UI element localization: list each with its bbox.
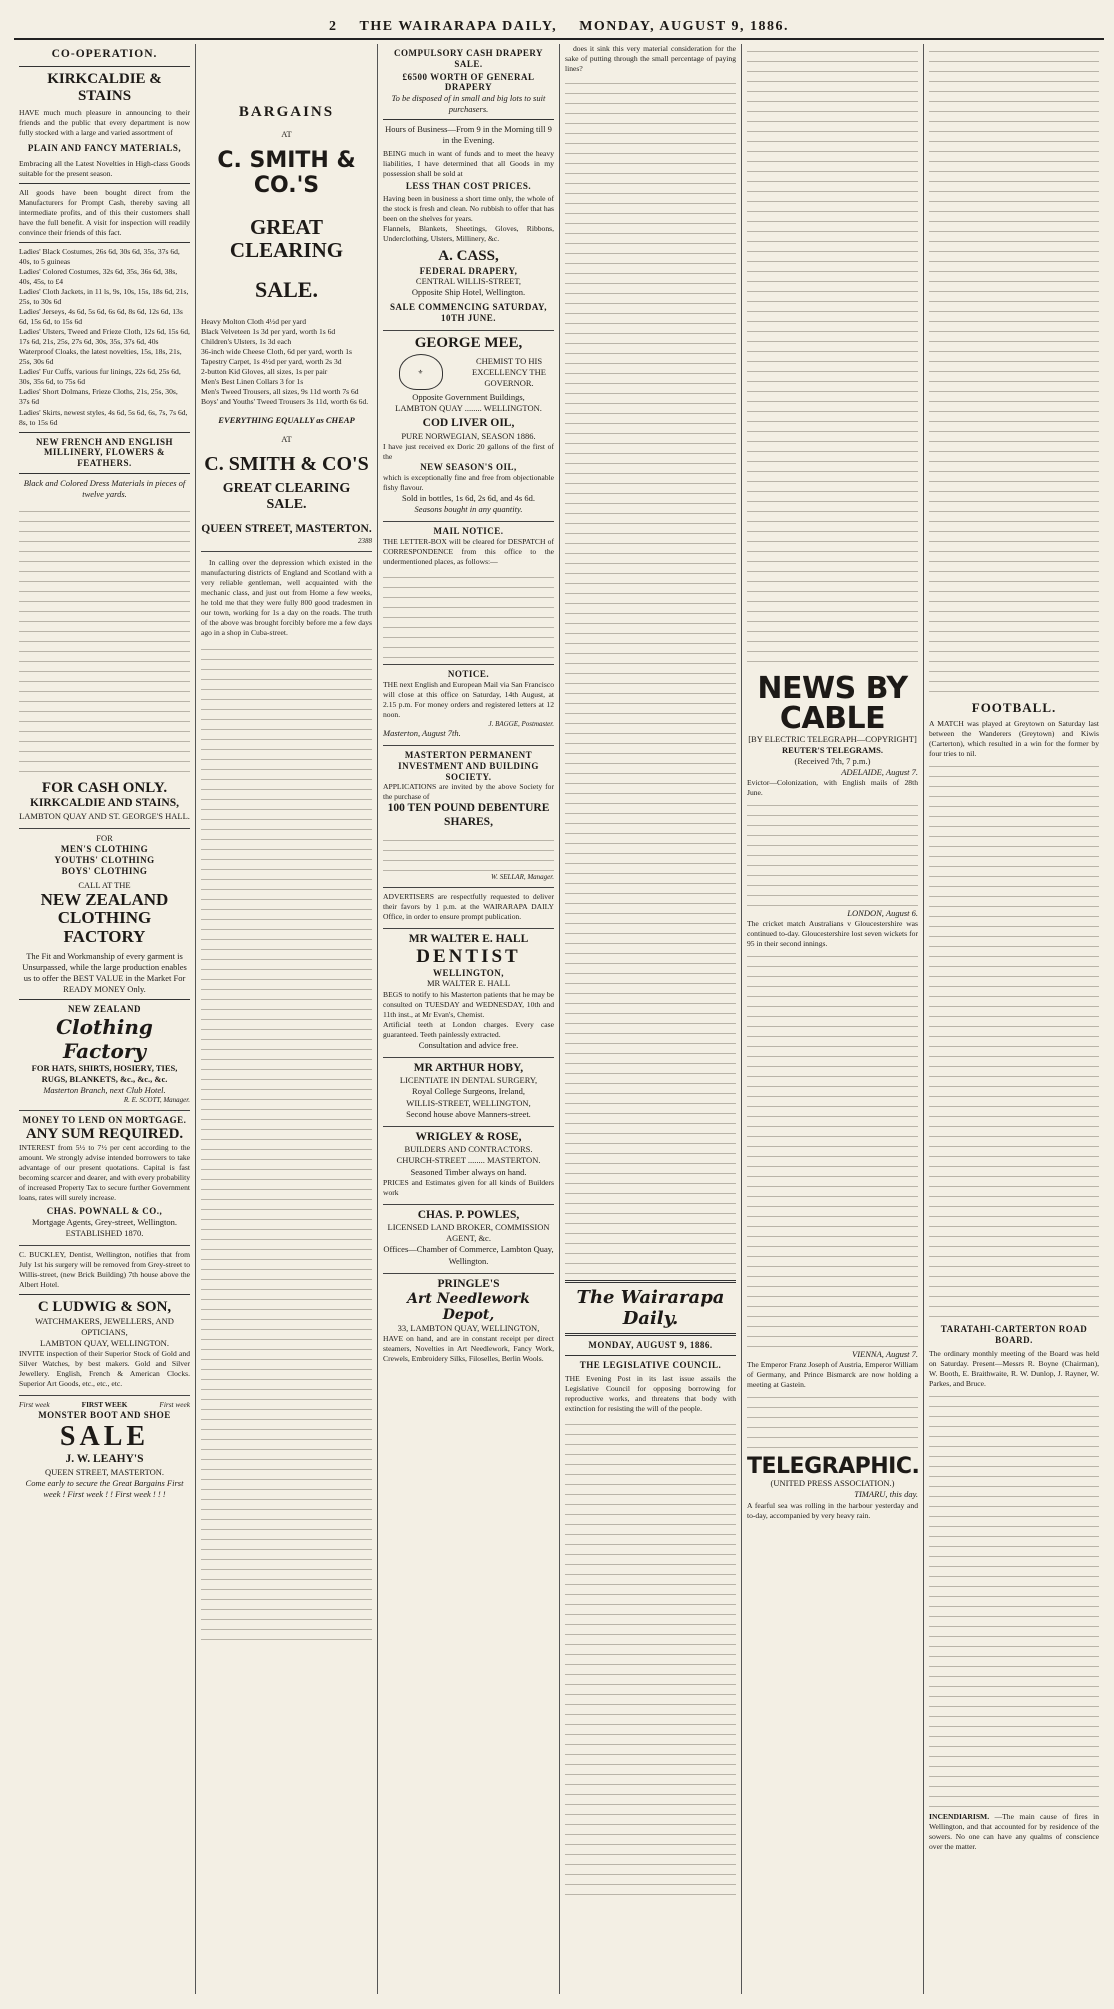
issue-date: MONDAY, AUGUST 9, 1886.	[579, 19, 789, 34]
arthur-sub: LICENTIATE IN DENTAL SURGERY,	[399, 1075, 538, 1086]
adelaide-dateline: ADELAIDE, August 7.	[841, 767, 918, 778]
ad-kirkcaldie	[19, 44, 190, 829]
kirkcaldie-title-2: KIRKCALDIE AND STAINS,	[29, 797, 179, 810]
item-line: Men's Best Linen Collars 3 for 1s	[201, 376, 304, 386]
sale-word: SALE	[59, 1420, 150, 1452]
first-week-left: First week	[19, 1400, 50, 1410]
price-line: Ladies' Cloth Jackets, in 11 ls, 9s, 10s, 15s, 18s 6d, 21s, 25s, to 30s 6d	[19, 287, 189, 307]
item-line: Children's Ulsters, 1s 3d each	[201, 336, 292, 346]
timaru-dateline: TIMARU, this day.	[854, 1489, 918, 1500]
vienna-text-continued	[747, 1390, 918, 1450]
pownall: CHAS. POWNALL & CO.,	[46, 1205, 163, 1216]
wairarapa-daily-title: The Wairarapa Daily.	[576, 1287, 725, 1330]
legislative-council: THE LEGISLATIVE COUNCIL.	[579, 1359, 722, 1370]
football-heading: FOOTBALL.	[971, 700, 1057, 715]
adelaide-text: Evictor—Colonization, with English mails of 28th June.	[747, 778, 918, 798]
kirkcaldie-address: LAMBTON QUAY AND ST. GEORGE'S HALL.	[19, 811, 190, 822]
arthur-hoby: MR ARTHUR HOBY,	[413, 1061, 524, 1074]
editorial-date: MONDAY, AUGUST 9, 1886.	[588, 1340, 713, 1351]
ad-ludwig	[19, 1246, 190, 1397]
masthead	[14, 10, 1104, 40]
price-line: Ladies' Ulsters, Tweed and Frieze Cloth, 12s 6d, 15s 6d, 17s 6d, 21s, 25s, 27s 6d, 30s, 35s, 37s 6d, 40s	[19, 327, 190, 347]
column-6-upper-text	[929, 44, 1099, 694]
ad-powles	[383, 1205, 554, 1274]
scott-manager: R. E. SCOTT, Manager.	[123, 1095, 190, 1104]
price-line: Ladies' Fur Cuffs, various fur linings, 22s 6d, 25s 6d, 30s, 35s 6d, to 75s 6d	[19, 367, 181, 387]
ad-leahy	[19, 1396, 190, 1506]
received: (Received 7th, 7 p.m.)	[794, 756, 871, 767]
first-week-right: First week	[159, 1400, 190, 1410]
price-line: Ladies' Colored Costumes, 32s 6d, 35s, 36s 6d, 38s, 40s, 45s, to £4	[19, 267, 178, 287]
ad-arthur-hoby	[383, 1058, 554, 1127]
ad-money	[19, 1111, 190, 1246]
cash-only: FOR CASH ONLY.	[41, 780, 168, 797]
taratahi-text: The ordinary monthly meeting of the Board was held on Saturday. Present—Messrs R. Boyne (Chairman), W. Booth, E. Braithwaite, R. W. Dunlop, J. Rayner, W. Parkes, and Bruce.	[929, 1348, 1099, 1388]
plain-fancy: PLAIN AND FANCY MATERIALS,	[27, 143, 182, 154]
item-line: 36-inch wide Cheese Cloth, 6d per yard, worth 1s	[201, 346, 352, 356]
page-number: 2	[329, 19, 338, 34]
chas-offices: Offices—Chamber of Commerce, Lambton Quay, Wellington.	[383, 1244, 554, 1266]
call-at: CALL AT THE	[78, 879, 131, 890]
leahy: J. W. LEAHY'S	[65, 1452, 144, 1465]
seasoned-timber: Seasoned Timber always on hand.	[410, 1166, 527, 1177]
pringle-text: HAVE on hand, and are in constant receipt per direct steamers, Novelties in Art Needlework, Fancy Work, Crewels, Embroidery Silks, Filoselles, Berlin Wools.	[383, 1334, 554, 1364]
telegraphic-heading: TELEGRAPHIC.	[747, 1454, 920, 1480]
column-3	[378, 44, 560, 1994]
compulsory-text-3: Flannels, Blankets, Sheetings, Gloves, Ribbons, Underclothing, Ulsters, Millinery, &c.	[383, 224, 554, 244]
column-2-article	[201, 558, 372, 638]
everything-cheap: EVERYTHING EQUALLY as CHEAP	[218, 414, 355, 425]
vienna-dateline: VIENNA, August 7.	[852, 1349, 918, 1360]
queen-street: QUEEN STREET, MASTERTON.	[201, 523, 372, 536]
any-sum-required: ANY SUM REQUIRED.	[25, 1125, 184, 1142]
cod-text: I have just received ex Doric 20 gallons of the first of the	[383, 442, 554, 462]
column-4	[560, 44, 742, 1994]
compulsory-hours: Hours of Business—From 9 in the Morning till 9 in the Evening.	[385, 124, 552, 146]
new-season-oil: NEW SEASON'S OIL,	[420, 462, 517, 473]
advertisers-notice	[383, 888, 554, 929]
price-line: Ladies' Skirts, newest styles, 4s 6d, 5s 6d, 6s, 7s, 7s 6d, 8s, to 15s 6d	[19, 407, 188, 427]
ad-cass	[383, 44, 554, 331]
great-clearing-sale-2: GREAT CLEARING SALE.	[222, 480, 351, 512]
chas-powles: CHAS. P. POWLES,	[417, 1208, 520, 1221]
advertisers-text: ADVERTISERS are respectfully requested to deliver their favors by 1 p.m. at the WAIRARAPA DAILY Office, in order to ensure prompt publication.	[383, 891, 554, 921]
compulsory-text-2: Having been in business a short time only, the whole of the stock is fresh and clean. No rubbish to offer that has been on the shelves for years.	[383, 194, 554, 224]
cod-sub: PURE NORWEGIAN, SEASON 1886.	[401, 431, 536, 442]
pringle-address: 33, LAMBTON QUAY, WELLINGTON,	[397, 1323, 540, 1334]
bargains-heading: BARGAINS	[238, 104, 335, 120]
column-5-upper-text	[747, 44, 918, 664]
pownall-sub: Mortgage Agents, Grey-street, Wellington. ESTABLISHED 1870.	[31, 1216, 178, 1238]
notice-english-mail	[383, 665, 554, 746]
column-2-article-continued	[201, 642, 372, 1642]
money-text: INTEREST from 5½ to 7½ per cent according to the amount. We strongly advise intended borrowers to take advantage of our present quotations. Capital is fast becoming scarcer and dearer, and with every probability of increased Property Tax to secure further Government loans, rates will surely increase.	[19, 1142, 190, 1202]
george-mee: GEORGE MEE,	[414, 335, 523, 352]
walter-hall: MR WALTER E. HALL	[408, 932, 529, 945]
ludwig-sub: WATCHMAKERS, JEWELLERS, AND OPTICIANS,	[35, 1316, 174, 1338]
pringle: PRINGLE'S	[437, 1277, 500, 1290]
london-text: The cricket match Australians v Gloucestershire was continued to-day. Gloucestershire lost seven wickets for 95 in their second innings.	[747, 919, 918, 949]
mail-text: THE LETTER-BOX will be cleared for DESPATCH of CORRESPONDENCE from this office to the undermentioned places, as follows:—	[383, 536, 554, 566]
london-dateline: LONDON, August 6.	[847, 908, 918, 919]
walter-hall-2: MR WALTER E. HALL	[426, 978, 511, 989]
adelaide-text-continued	[747, 798, 918, 908]
legco-text-continued	[565, 1417, 736, 1897]
mail-heading: MAIL NOTICE.	[433, 526, 504, 537]
dentist-heading: DENTIST	[416, 945, 521, 967]
plain-fancy-note: Embracing all the Latest Novelties in High-class Goods suitable for the present season.	[19, 159, 190, 179]
price-line: Ladies' Black Costumes, 26s 6d, 30s 6d, 35s, 37s 6d, 40s, to 5 guineas	[19, 247, 180, 267]
queen-ref: 2388	[358, 536, 372, 545]
clothing-factory-gothic: Clothing Factory	[56, 1014, 153, 1063]
prices-intro: All goods have been bought direct from the Manufacturers for Prompt Cash, thereby saving all intermediate profits, and of this their customers shall have the full benefit. A visit for inspection will readily convince their friends of this fact.	[19, 188, 190, 238]
money-to-lend: MONEY TO LEND ON MORTGAGE.	[22, 1114, 187, 1125]
vienna-text: The Emperor Franz Joseph of Austria, Emperor William of Germany, and Prince Bismarck are now holding a meeting at Gastein.	[747, 1360, 918, 1390]
kirkcaldie-intro: HAVE much much pleasure in announcing to their friends and the public that every department is now fully stocked with a large and varied assortment of	[19, 108, 190, 138]
ad-c-smith	[201, 44, 372, 552]
ad-george-mee	[383, 331, 554, 522]
hats-line: FOR HATS, SHIRTS, HOSIERY, TIES, RUGS, BLANKETS, &c., &c., &c.	[31, 1062, 178, 1084]
c-smith-title: C. SMITH & CO.'S	[217, 148, 356, 199]
sale-commencing: SALE COMMENCING SATURDAY, 10TH JUNE.	[390, 302, 547, 324]
crest-icon: ⚜	[399, 354, 443, 390]
notice-heading: NOTICE.	[447, 669, 490, 680]
sellar-manager: W. SELLAR, Manager.	[491, 872, 554, 881]
item-line: Tapestry Carpet, 1s 4½d per yard, worth 2s 3d	[201, 356, 342, 366]
taratahi-heading: TARATAHI-CARTERTON ROAD BOARD.	[940, 1324, 1088, 1345]
cass-address: CENTRAL WILLIS-STREET,	[415, 276, 522, 287]
arthur-sub-2: Royal College Surgeons, Ireland,	[412, 1086, 525, 1097]
newspaper-title: THE WAIRARAPA DAILY,	[359, 19, 558, 34]
debenture-shares: 100 TEN POUND DEBENTURE SHARES,	[387, 802, 550, 829]
ludwig-address: LAMBTON QUAY, WELLINGTON.	[40, 1338, 169, 1349]
masterton-branch: Masterton Branch, next Club Hotel.	[43, 1084, 166, 1095]
item-line: 2-button Kid Gloves, all sizes, 1s per pair	[201, 366, 328, 376]
dress-heading: Black and Colored Dress Materials in pieces of twelve yards.	[23, 477, 186, 499]
item-line: Boys' and Youths' Tweed Trousers 3s 11d, worth 6s 6d.	[201, 396, 369, 406]
football-text: A MATCH was played at Greytown on Saturday last between the Wanderers (Greytown) and Kiwis (Carterton), which resulted in a win for the former by four tries to nil.	[929, 719, 1099, 759]
millinery-heading: NEW FRENCH AND ENGLISH MILLINERY, FLOWERS & FEATHERS.	[35, 436, 174, 469]
church-street: CHURCH-STREET ........ MASTERTON.	[396, 1155, 541, 1166]
notice-text: THE next English and European Mail via San Francisco will close at this office on Saturday, 14th August, at 2.15 p.m. For money orders and registered letters at 12 noon.	[383, 679, 554, 719]
ad-walter-hall	[383, 929, 554, 1058]
buckley-notice: C. BUCKLEY, Dentist, Wellington, notifies that from July 1st his surgery will be removed from Grey-street to Willis-street, (new Brick Building) 7th house above the Albert Hotel.	[19, 1249, 190, 1289]
less-than-cost: LESS THAN COST PRICES.	[405, 181, 532, 192]
nz-clothing-factory: NEW ZEALAND CLOTHING FACTORY	[40, 889, 169, 946]
reuters: REUTER'S TELEGRAMS.	[782, 745, 883, 756]
bagge-postmaster: J. BAGGE, Postmaster.	[488, 719, 554, 728]
artificial-teeth: Artificial teeth at London charges. Every case guaranteed. Teeth painlessly extracted.	[383, 1019, 554, 1039]
article-paragraph: does it sink this very material consideration for the sake of putting through the small percentage of paying lines?	[565, 44, 736, 74]
cod-text-2: which is exceptionally fine and free from objectionable fishy flavour.	[383, 473, 554, 493]
kirkcaldie-title: KIRKCALDIE & STAINS	[47, 70, 162, 105]
arthur-address: WILLIS-STREET, WELLINGTON,	[406, 1097, 531, 1108]
compulsory-note: To be disposed of in small and big lots to suit purchasers.	[391, 93, 546, 115]
column-2	[196, 44, 378, 1994]
price-line: Ladies' Short Dolmans, Frieze Cloths, 21s, 25s, 30s, 37s 6d	[19, 387, 178, 407]
walter-hall-text: BEGS to notify to his Masterton patients that he may be consulted on TUESDAY and WEDNESDAY, 10th and 11th inst., at Mr Evan's, Chemist.	[383, 989, 554, 1019]
opposite-gov: Opposite Government Buildings,	[412, 392, 525, 403]
prices-estimates: PRICES and Estimates given for all kinds of Builders work	[383, 1177, 554, 1197]
mail-notice	[383, 522, 554, 665]
item-line: Men's Tweed Trousers, all sizes, 9s 11d worth 7s 6d	[201, 386, 359, 396]
ad-nz-clothing	[19, 829, 190, 1111]
cass-title: A. CASS,	[438, 248, 499, 265]
article-paragraph: In calling over the depression which existed in the manufacturing districts of England and Scotland with a very reliable gentleman, well acquainted with the mechanic class, and just out from Home a few weeks, he told me that they were fully 800 good tradesmen in our town, working for 1s a day on the roads. The truth of the above was brought forcibly before me a few days ago in a shop in Cuba-street.	[201, 557, 372, 637]
ad-wrigley	[383, 1127, 554, 1205]
legco-text: THE Evening Post in its last issue assails the Legislative Council for opposing borrowing for reproductive works, and threatens that body with extinction for resisting the will of the people.	[565, 1373, 736, 1413]
coop-heading: CO-OPERATION.	[51, 48, 158, 60]
nz-points: The Fit and Workmanship of every garment is Unsurpassed, while the large production enables us to offer the BEST VALUE in the Market For READY MONEY Only.	[22, 950, 187, 994]
needlework-depot: Art Needlework Depot,	[407, 1291, 530, 1324]
item-line: Black Velveteen 1s 3d per yard, worth 1s 6d	[201, 326, 336, 336]
at-label: AT	[281, 129, 292, 140]
price-line: Ladies' Jerseys, 4s 6d, 5s 6d, 6s 6d, 8s 6d, 12s 6d, 13s 6d, 15s 6d, to 15s 6d	[19, 307, 183, 327]
consultation: Consultation and advice free.	[418, 1039, 519, 1050]
timaru-text: A fearful sea was rolling in the harbour yesterday and to-day, accompanied by very heavy rain.	[747, 1500, 918, 1520]
ludwig-text: INVITE inspection of their Superior Stock of Gold and Silver Watches, by best makers. Gold and Silver Jewellery. English, French & American Clocks. Superior Art Goods, etc., etc., etc.	[19, 1349, 190, 1389]
pbi-heading: MASTERTON PERMANENT INVESTMENT AND BUILDING SOCIETY.	[398, 749, 539, 782]
great-clearing: GREAT CLEARING	[229, 215, 344, 263]
sale-heading: SALE.	[255, 277, 318, 303]
article-continued	[565, 44, 736, 74]
leahy-address: QUEEN STREET, MASTERTON.	[44, 1466, 165, 1477]
cass-opposite: Opposite Ship Hotel, Wellington.	[411, 287, 526, 298]
incendiarism-heading: INCENDIARISM.	[929, 1811, 990, 1821]
mens-clothing: MEN'S CLOTHING YOUTHS' CLOTHING BOYS' CLOTHING	[54, 844, 155, 876]
nz-heading-2: NEW ZEALAND	[67, 1003, 142, 1014]
price-list	[19, 247, 190, 427]
incendiarism-text: —The main cause of fires in Wellington, and that accounted for by residence of the sowers. No one can have any qualms of conscience over the matter.	[929, 1811, 1099, 1851]
c-smith-items	[201, 317, 372, 407]
london-text-continued	[747, 949, 918, 1349]
item-line: Heavy Molton Cloth 4½d per yard	[201, 316, 307, 326]
dress-list-text	[19, 504, 190, 774]
bagge-date: Masterton, August 7th.	[383, 727, 461, 738]
pbi-text: APPLICATIONS are invited by the above Society for the purchase of	[383, 782, 554, 802]
arthur-address-2: Second house above Manners-street.	[406, 1108, 531, 1119]
c-smith-title-2: C. SMITH & CO'S	[204, 452, 369, 475]
at-label-2: AT	[281, 433, 292, 444]
wellington-label: WELLINGTON,	[432, 967, 505, 978]
compulsory-sub: £6500 WORTH OF GENERAL DRAPERY	[402, 71, 535, 93]
mail-schedule	[383, 570, 554, 658]
cass-sub: FEDERAL DRAPERY,	[419, 265, 518, 276]
cod-liver-oil: COD LIVER OIL,	[422, 417, 515, 430]
compulsory-text: BEING much in want of funds and to meet the heavy liabilities, I have determined that all Goods in my possession shall be sold at	[383, 149, 554, 179]
ludwig-title: C LUDWIG & SON,	[37, 1298, 172, 1315]
newspaper-page	[14, 10, 1104, 2000]
football-text-continued	[929, 759, 1099, 1319]
pbi-details	[383, 833, 554, 873]
column-4-upper-text	[565, 76, 736, 1276]
ad-building-society	[383, 746, 554, 888]
chas-sub: LICENSED LAND BROKER, COMMISSION AGENT, &c.	[387, 1222, 550, 1244]
cod-note: Seasons bought in any quantity.	[414, 504, 523, 515]
first-week-mid: FIRST WEEK	[81, 1400, 128, 1410]
price-line: Waterproof Cloaks, the latest novelties, 15s, 18s, 21s, 25s, 30s 6d	[19, 347, 182, 367]
cod-sold: Sold in bottles, 1s 6d, 2s 6d, and 4s 6d.	[402, 493, 535, 504]
column-1	[14, 44, 196, 1994]
lambton-quay: LAMBTON QUAY ........ WELLINGTON.	[395, 403, 542, 414]
wrigley-rose: WRIGLEY & ROSE,	[415, 1130, 522, 1143]
news-by-cable: NEWS BY CABLE	[757, 671, 908, 736]
chemist-title: CHEMIST TO HIS EXCELLENCY THE GOVERNOR.	[472, 355, 546, 388]
compulsory-heading: COMPULSORY CASH DRAPERY SALE.	[393, 48, 544, 69]
for-label: FOR	[96, 833, 113, 844]
column-6	[924, 44, 1104, 1994]
wrigley-sub: BUILDERS AND CONTRACTORS.	[404, 1144, 533, 1155]
cable-sub: [BY ELECTRIC TELEGRAPH—COPYRIGHT]	[748, 734, 917, 744]
ad-pringle	[383, 1274, 554, 1371]
telegraphic-sub: (UNITED PRESS ASSOCIATION.)	[770, 1478, 895, 1489]
column-5	[742, 44, 924, 1994]
monster-sale: MONSTER BOOT AND SHOE	[38, 1410, 171, 1421]
leahy-footer: Come early to secure the Great Bargains First week ! First week ! ! First week ! ! !	[25, 1477, 184, 1499]
taratahi-text-continued	[929, 1389, 1099, 1809]
